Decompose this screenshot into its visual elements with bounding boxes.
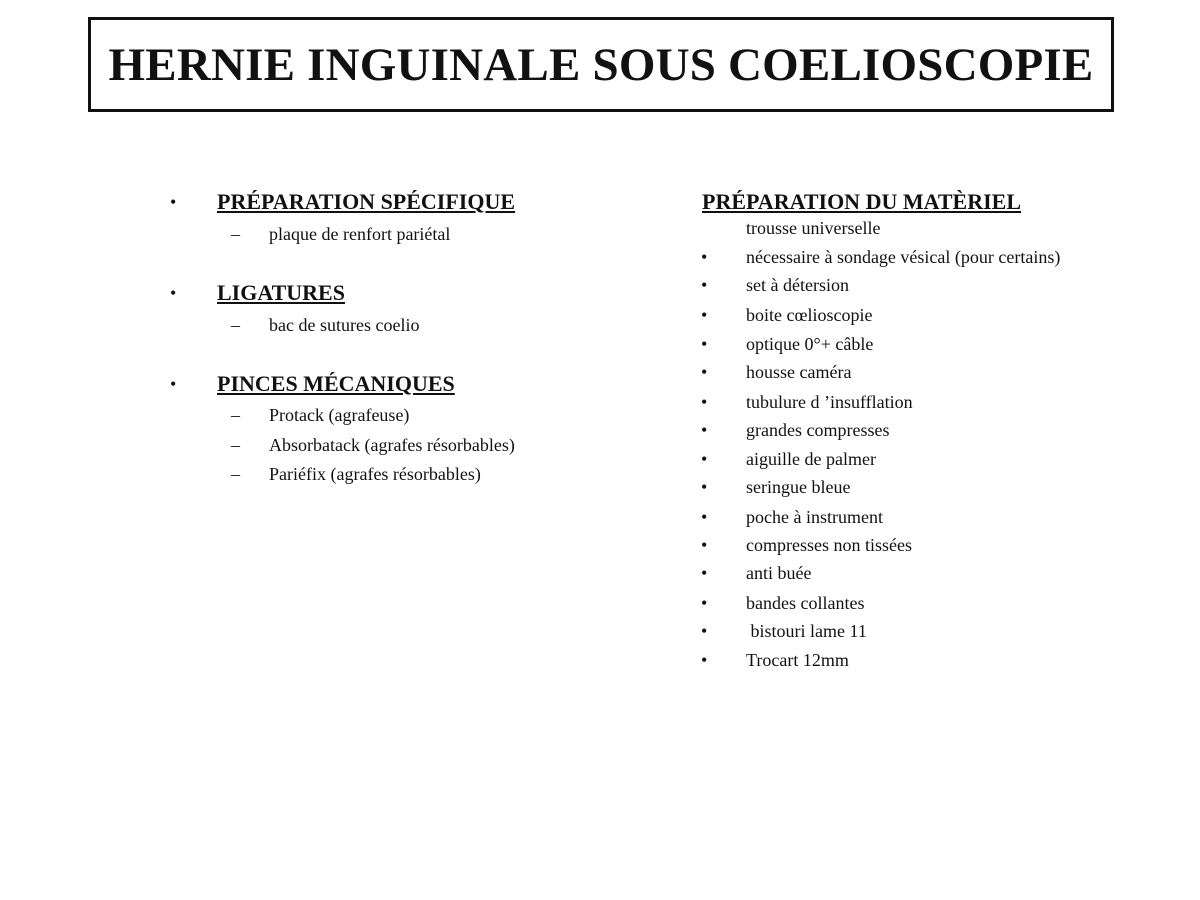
dash: – — [231, 224, 240, 244]
bullet: • — [701, 507, 708, 527]
bullet: • — [170, 374, 177, 394]
list-item: Pariéfix (agrafes résorbables) — [269, 464, 481, 484]
bullet: • — [701, 420, 708, 440]
bullet: • — [701, 305, 708, 325]
bullet: • — [701, 247, 708, 267]
list-item: poche à instrument — [746, 507, 883, 527]
bullet: • — [701, 593, 708, 613]
list-item: boite cœlioscopie — [746, 305, 873, 325]
list-item: bac de sutures coelio — [269, 315, 420, 335]
bullet: • — [701, 563, 708, 583]
bullet: • — [701, 392, 708, 412]
list-item: optique 0°+ câble — [746, 334, 874, 354]
bullet: • — [701, 275, 708, 295]
bullet: • — [170, 192, 177, 212]
dash: – — [231, 405, 240, 425]
list-item: housse caméra — [746, 362, 852, 382]
bullet: • — [170, 283, 177, 303]
list-item: bistouri lame 11 — [746, 621, 867, 641]
bullet: • — [701, 334, 708, 354]
list-item: Absorbatack (agrafes résorbables) — [269, 435, 515, 455]
title-box — [88, 17, 1114, 112]
list-item: set à détersion — [746, 275, 849, 295]
list-item: bandes collantes — [746, 593, 865, 613]
bullet: • — [701, 477, 708, 497]
section-heading-pinces-mecaniques: PINCES MÉCANIQUES — [217, 371, 455, 396]
list-item: grandes compresses — [746, 420, 890, 440]
section-heading-preparation-materiel: PRÉPARATION DU MATÈRIEL — [702, 189, 1022, 214]
bullet: • — [701, 621, 708, 641]
bullet: • — [701, 650, 708, 670]
list-item: Trocart 12mm — [746, 650, 849, 670]
list-item: trousse universelle — [746, 218, 881, 238]
list-item: Protack (agrafeuse) — [269, 405, 410, 425]
dash: – — [231, 435, 240, 455]
list-item: seringue bleue — [746, 477, 851, 497]
list-item: anti buée — [746, 563, 812, 583]
list-item: tubulure d ’insufflation — [746, 392, 913, 412]
bullet: • — [701, 449, 708, 469]
page-title: HERNIE INGUINALE SOUS COELIOSCOPIE — [108, 38, 1094, 91]
list-item: plaque de renfort pariétal — [269, 224, 451, 244]
section-heading-ligatures: LIGATURES — [217, 280, 345, 305]
section-heading-preparation-specifique: PRÉPARATION SPÉCIFIQUE — [217, 189, 516, 214]
dash: – — [231, 315, 240, 335]
bullet: • — [701, 362, 708, 382]
list-item: aiguille de palmer — [746, 449, 876, 469]
list-item: nécessaire à sondage vésical (pour certains) — [746, 247, 1061, 267]
list-item: compresses non tissées — [746, 535, 912, 555]
dash: – — [231, 464, 240, 484]
bullet: • — [701, 535, 708, 555]
